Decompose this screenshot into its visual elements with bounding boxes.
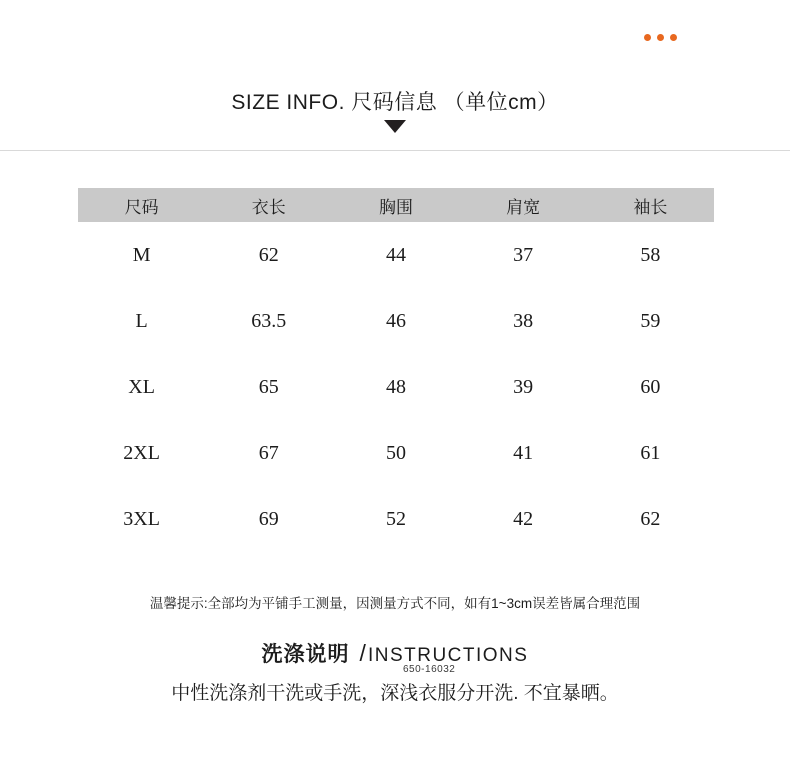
- table-row: [78, 222, 714, 288]
- wash-instructions-en-label: INSTRUCTIONS: [367, 645, 529, 666]
- page-title: SIZE INFO. 尺码信息 （单位cm）: [231, 91, 559, 114]
- column-header-bust: 胸围: [332, 188, 459, 222]
- size-table-container: [78, 188, 714, 552]
- dot-2: [657, 34, 664, 41]
- down-triangle-icon: [384, 120, 406, 133]
- wash-instructions-cn-label: 洗涤说明: [261, 643, 350, 666]
- cell-bust: 48: [385, 375, 406, 398]
- table-row: [78, 354, 714, 420]
- cell-length: 62: [258, 243, 279, 266]
- dot-1: [644, 34, 651, 41]
- cell-length: 67: [258, 441, 279, 464]
- product-code: 650-16032: [403, 664, 456, 675]
- cell-length: 69: [258, 507, 279, 530]
- cell-size: L: [135, 309, 148, 332]
- column-header-sleeve: 袖长: [587, 188, 714, 222]
- cell-sleeve: 59: [640, 309, 661, 332]
- cell-shoulder: 38: [513, 309, 534, 332]
- cell-shoulder: 41: [513, 441, 534, 464]
- cell-sleeve: 60: [640, 375, 661, 398]
- cell-bust: 50: [385, 441, 406, 464]
- table-body: [78, 222, 714, 552]
- cell-bust: 46: [385, 309, 406, 332]
- table-header-row: [78, 188, 714, 222]
- column-header-shoulder: 肩宽: [460, 188, 587, 222]
- wash-instructions-heading: [0, 638, 790, 668]
- cell-shoulder: 37: [513, 243, 534, 266]
- cell-length: 65: [258, 375, 279, 398]
- slash-separator: /: [359, 640, 366, 666]
- cell-sleeve: 61: [640, 441, 661, 464]
- cell-size: 3XL: [123, 507, 160, 530]
- cell-size: M: [132, 243, 151, 266]
- cell-sleeve: 62: [640, 507, 661, 530]
- cell-size: 2XL: [123, 441, 160, 464]
- cell-size: XL: [128, 375, 155, 398]
- cell-sleeve: 58: [640, 243, 661, 266]
- cell-shoulder: 39: [513, 375, 534, 398]
- cell-bust: 44: [385, 243, 406, 266]
- decor-dots: [644, 34, 677, 41]
- table-row: [78, 486, 714, 552]
- cell-shoulder: 42: [513, 507, 534, 530]
- table-header: [78, 188, 714, 222]
- wash-instructions-text: 中性洗涤剂干洗或手洗，深浅衣服分开洗. 不宜暴晒。: [171, 683, 619, 704]
- column-header-size: 尺码: [78, 188, 205, 222]
- dot-3: [670, 34, 677, 41]
- size-table: [78, 188, 714, 552]
- horizontal-divider: [0, 150, 790, 151]
- cell-bust: 52: [385, 507, 406, 530]
- table-row: [78, 420, 714, 486]
- measurement-tip: 温馨提示:全部均为平铺手工测量，因测量方式不同，如有1~3cm误差皆属合理范围: [149, 596, 641, 611]
- column-header-length: 衣长: [205, 188, 332, 222]
- cell-length: 63.5: [251, 309, 287, 332]
- table-row: [78, 288, 714, 354]
